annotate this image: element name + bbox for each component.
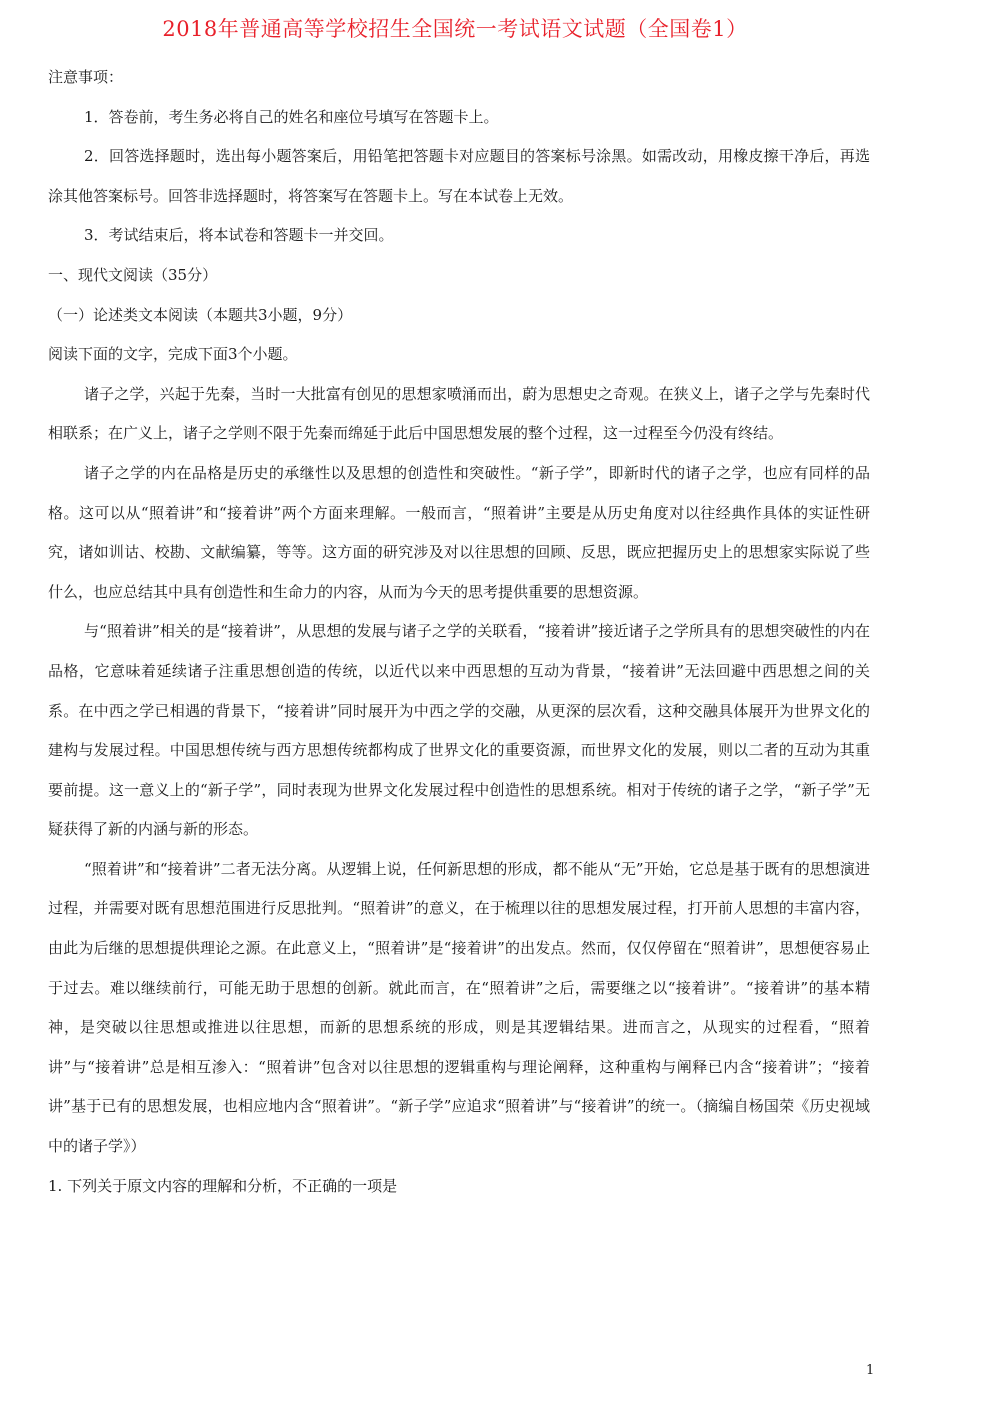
document-body bbox=[48, 58, 870, 1206]
question-1: 1. 下列关于原文内容的理解和分析，不正确的一项是 bbox=[48, 1176, 398, 1195]
passage-paragraph-3: 与“照着讲”相关的是“接着讲”，从思想的发展与诸子之学的关联看，“接着讲”接近诸子之学所具有的思想突破性的内在品格，它意味着延续诸子注重思想创造的传统，以近代以来中西思想的互动为背景，“接着讲”无法回避中西思想之间的关系。在中西之学已相遇的背景下，“接着讲”同时展开为中西之学的交融，从更深的层次看，这种交融具体展开为世界文化的建构与发展过程。中国思想传统与西方思想传统都构成了世界文化的重要资源，而世界文化的发展，则以二者的互动为其重要前提。这一意义上的“新子学”，同时表现为世界文化发展过程中创造性的思想系统。相对于传统的诸子之学，“新子学”无疑获得了新的内涵与新的形态。 bbox=[48, 622, 870, 839]
notice-item-3: 3．考试结束后，将本试卷和答题卡一并交回。 bbox=[84, 226, 394, 245]
passage-paragraph-4: “照着讲”和“接着讲”二者无法分离。从逻辑上说，任何新思想的形成，都不能从“无”开始，它总是基于既有的思想演进过程，并需要对既有思想范围进行反思批判。“照着讲”的意义，在于梳理以往的思想发展过程，打开前人思想的丰富内容，由此为后继的思想提供理论之源。在此意义上，“照着讲”是“接着讲”的出发点。然而，仅仅停留在“照着讲”，思想便容易止于过去。难以继续前行，可能无助于思想的创新。就此而言，在“照着讲”之后，需要继之以“接着讲”。“接着讲”的基本精神，是突破以往思想或推进以往思想，而新的思想系统的形成，则是其逻辑结果。进而言之，从现实的过程看，“照着讲”与“接着讲”总是相互渗入：“照着讲”包含对以往思想的逻辑重构与理论阐释，这种重构与阐释已内含“接着讲”；“接着讲”基于已有的思想发展，也相应地内含“照着讲”。“新子学”应追求“照着讲”与“接着讲”的统一。（摘编自杨国荣《历史视域中的诸子学》） bbox=[48, 859, 870, 1156]
passage-paragraph-2: 诸子之学的内在品格是历史的承继性以及思想的创造性和突破性。“新子学”，即新时代的诸子之学，也应有同样的品格。这可以从“照着讲”和“接着讲”两个方面来理解。一般而言，“照着讲”主要是从历史角度对以往经典作具体的实证性研究，诸如训诂、校勘、文献编纂，等等。这方面的研究涉及对以往思想的回顾、反思，既应把握历史上的思想家实际说了些什么，也应总结其中具有创造性和生命力的内容，从而为今天的思考提供重要的思想资源。 bbox=[48, 463, 870, 601]
notice-item-2: 2．回答选择题时，选出每小题答案后，用铅笔把答题卡对应题目的答案标号涂黑。如需改动，用橡皮擦干净后，再选涂其他答案标号。回答非选择题时，将答案写在答题卡上。写在本试卷上无效。 bbox=[48, 147, 870, 205]
notice-heading: 注意事项： bbox=[48, 68, 124, 86]
page-number: 1 bbox=[866, 1363, 875, 1378]
notice-item-1: 1．答卷前，考生务必将自己的姓名和座位号填写在答题卡上。 bbox=[84, 107, 499, 126]
reading-instruction: 阅读下面的文字，完成下面3个小题。 bbox=[48, 345, 298, 364]
subsection-heading: （一）论述类文本阅读（本题共3小题，9分） bbox=[48, 305, 353, 324]
section-heading: 一、现代文阅读（35分） bbox=[48, 265, 218, 284]
passage-paragraph-1: 诸子之学，兴起于先秦，当时一大批富有创见的思想家喷涌而出，蔚为思想史之奇观。在狭义上，诸子之学与先秦时代相联系；在广义上，诸子之学则不限于先秦而绵延于此后中国思想发展的整个过程，这一过程至今仍没有终结。 bbox=[48, 384, 870, 443]
page-title: 2018年普通高等学校招生全国统一考试语文试题（全国卷1） bbox=[162, 17, 748, 41]
